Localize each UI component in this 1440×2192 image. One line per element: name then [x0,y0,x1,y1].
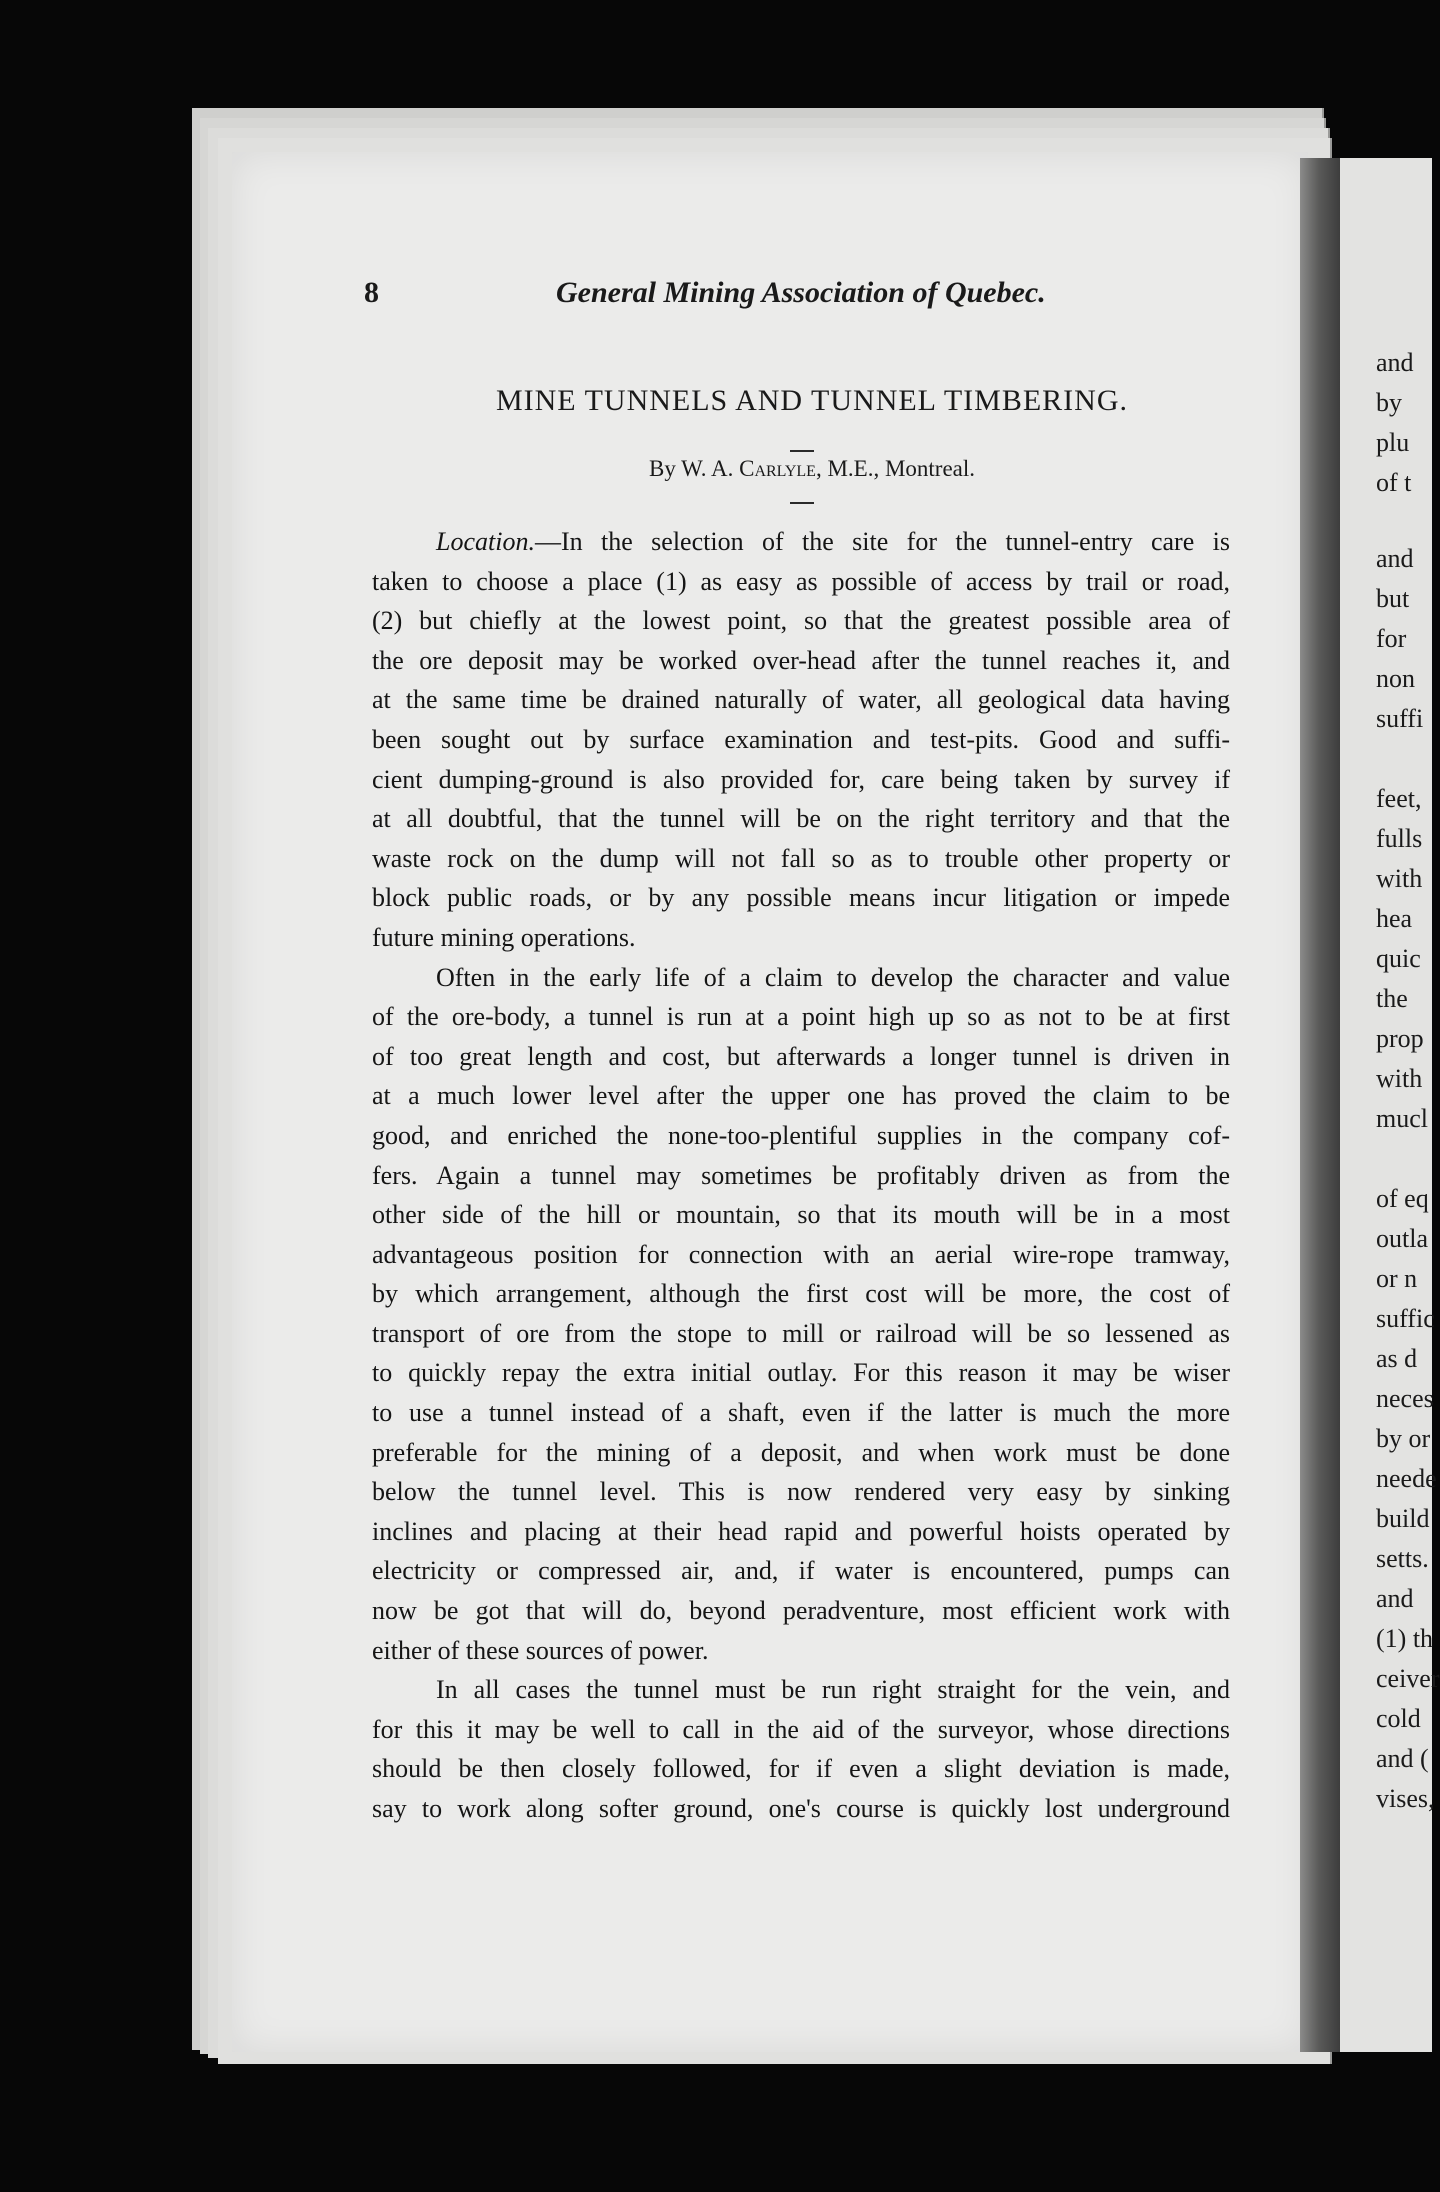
body-line: below the tunnel level. This is now rendered very easy by sinking [372,1477,1230,1507]
facing-fragment: and [1376,1584,1414,1613]
body-line: been sought out by surface examination and test-pits. Good and suffi- [372,724,1230,754]
facing-fragment: and ( [1376,1744,1429,1773]
facing-fragment: of t [1376,468,1412,497]
article-title: MINE TUNNELS AND TUNNEL TIMBERING. [495,384,1129,417]
journal-title: General Mining Association of Quebec. [556,276,1046,309]
facing-fragment: suffi [1376,704,1424,733]
body-line: advantageous position for connection with an aerial wire-rope tramway, [372,1239,1230,1269]
facing-fragment: mucl [1376,1104,1428,1133]
body-line: of too great length and cost, but afterwards a longer tunnel is driven in [372,1041,1230,1071]
body-line: future mining operations. [372,922,636,952]
body-line: inclines and placing at their head rapid and powerful hoists operated by [372,1516,1230,1546]
facing-fragment: (1) th [1376,1624,1434,1653]
facing-fragment: suffic [1376,1304,1435,1333]
body-line: other side of the hill or mountain, so that its mouth will be in a most [372,1200,1230,1230]
facing-fragment: non [1376,664,1415,693]
body-line: at the same time be drained naturally of water, all geological data having [372,685,1230,715]
body-line: fers. Again a tunnel may sometimes be profitably driven as from the [372,1160,1230,1190]
body-line: Often in the early life of a claim to develop the character and value [436,962,1230,992]
facing-fragment: neede [1376,1464,1437,1493]
byline [372,456,1252,482]
facing-fragment: with [1376,1064,1423,1093]
body-line: either of these sources of power. [372,1635,709,1665]
facing-fragment: by [1376,388,1402,417]
body-line: cient dumping-ground is also provided for, care being taken by survey if [372,764,1230,794]
facing-fragment: cold [1376,1704,1421,1733]
body-line: say to work along softer ground, one's course is quickly lost underground [372,1794,1230,1823]
body-line: waste rock on the dump will not fall so as to trouble other property or [372,843,1230,873]
body-line: at all doubtful, that the tunnel will be on the right territory and that the [372,804,1230,834]
body-line: should be then closely followed, for if even a slight deviation is made, [372,1754,1230,1784]
title-divider [790,450,814,452]
body-line: by which arrangement, although the first cost will be more, the cost of [372,1279,1230,1309]
facing-fragment: but [1376,584,1410,613]
facing-fragment: quic [1376,944,1421,973]
page-number: 8 [364,276,379,309]
body-line-text: —In the selection of the site for the tunnel-entry care is [534,527,1230,556]
facing-fragment: build [1376,1504,1430,1533]
body-line [372,522,1230,562]
facing-fragment: hea [1376,904,1413,933]
body-line: transport of ore from the stope to mill or railroad will be so lessened as [372,1318,1230,1348]
body-line: preferable for the mining of a deposit, and when work must be done [372,1437,1230,1467]
body-line: for this it may be well to call in the aid of the surveyor, whose directions [372,1714,1230,1744]
body-line: good, and enriched the none-too-plentiful supplies in the company cof- [372,1120,1230,1150]
body-line: (2) but chiefly at the lowest point, so that the greatest possible area of [372,606,1230,636]
facing-fragment: of eq [1376,1184,1429,1213]
body-line: of the ore-body, a tunnel is run at a point high up so as not to be at first [372,1002,1230,1032]
body-line: at a much lower level after the upper one has proved the claim to be [372,1081,1230,1111]
byline-divider [790,502,814,504]
byline-prefix: By W. A. [648,456,734,481]
facing-fragment: or n [1376,1264,1418,1293]
facing-fragment: the [1376,984,1408,1013]
byline-suffix: , M.E., Montreal. [815,456,976,481]
facing-fragment: setts. [1376,1544,1429,1573]
article-body [372,522,1230,1829]
body-line: to quickly repay the extra initial outlay. For this reason it may be wiser [372,1358,1230,1388]
facing-fragment: vises, [1376,1784,1435,1813]
facing-fragment: for [1376,624,1407,653]
facing-fragment: ceiver [1376,1664,1440,1693]
body-line: the ore deposit may be worked over-head after the tunnel reaches it, and [372,645,1230,675]
facing-fragment: outla [1376,1224,1428,1253]
body-line: to use a tunnel instead of a shaft, even if the latter is much the more [372,1398,1230,1428]
facing-fragment: feet, [1376,784,1422,813]
body-line: now be got that will do, beyond peradventure, most efficient work with [372,1596,1230,1626]
book-gutter [1300,158,1342,2052]
facing-fragment: and [1376,544,1414,573]
running-head [364,276,1144,316]
body-line: block public roads, or by any possible means incur litigation or impede [372,883,1230,913]
section-runin-heading: Location. [436,527,535,556]
facing-fragment: with [1376,864,1423,893]
facing-fragment: fulls [1376,824,1423,853]
facing-fragment: plu [1376,428,1410,457]
body-line: electricity or compressed air, and, if water is encountered, pumps can [372,1556,1230,1586]
facing-fragment: and [1376,348,1414,377]
facing-fragment: as d [1376,1344,1418,1373]
byline-author: Carlyle [739,456,816,481]
facing-fragment: prop [1376,1024,1424,1053]
body-line: In all cases the tunnel must be run right straight for the vein, and [436,1675,1230,1705]
facing-fragment: by or [1376,1424,1431,1453]
body-line: taken to choose a place (1) as easy as possible of access by trail or road, [372,566,1230,596]
facing-fragment: neces [1376,1384,1434,1413]
